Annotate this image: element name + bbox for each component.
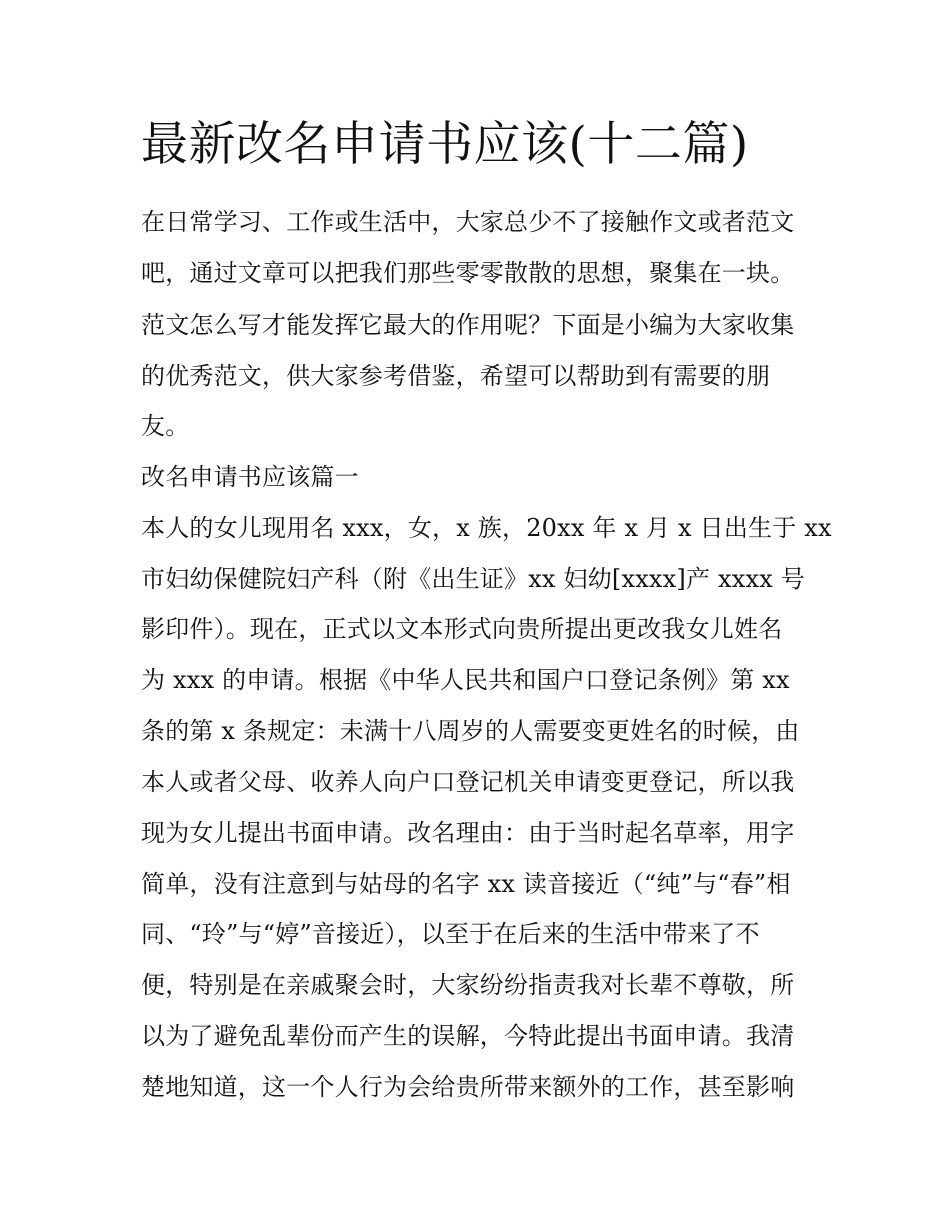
body-line: 在日常学习、工作或生活中，大家总少不了接触作文或者范文 [141, 208, 795, 236]
body-line: 便，特别是在亲戚聚会时，大家纷纷指责我对长辈不尊敬，所 [141, 971, 795, 999]
body-line: 本人的女儿现用名 xxx，女，x 族，20xx 年 x 月 x 日出生于 xx [141, 514, 832, 542]
body-line: 现为女儿提出书面申请。改名理由：由于当时起名草率，用字 [141, 819, 795, 847]
body-line: 的优秀范文，供大家参考借鉴，希望可以帮助到有需要的朋 [141, 362, 771, 390]
body-line: 吧，通过文章可以把我们那些零零散散的思想，聚集在一块。 [141, 259, 795, 287]
body-line: 市妇幼保健院妇产科（附《出生证》xx 妇幼[xxxx]产 xxxx 号 [141, 565, 805, 593]
body-line: 为 xxx 的申请。根据《中华人民共和国户口登记条例》第 xx [141, 666, 790, 694]
section-heading: 改名申请书应该篇一 [141, 463, 359, 491]
document-title: 最新改名申请书应该(十二篇) [141, 117, 749, 172]
body-line: 以为了避免乱辈份而产生的误解，今特此提出书面申请。我清 [141, 1022, 795, 1050]
body-line: 友。 [141, 412, 190, 440]
body-line: 楚地知道，这一个人行为会给贵所带来额外的工作，甚至影响 [141, 1073, 795, 1101]
body-line: 本人或者父母、收养人向户口登记机关申请变更登记，所以我 [141, 768, 795, 796]
body-line: 同、“玲”与“婷”音接近），以至于在后来的生活中带来了不 [141, 920, 760, 948]
body-line: 范文怎么写才能发挥它最大的作用呢？下面是小编为大家收集 [141, 311, 795, 339]
body-line: 影印件）。现在，正式以文本形式向贵所提出更改我女儿姓名 [141, 615, 783, 643]
body-line: 条的第 x 条规定：未满十八周岁的人需要变更姓名的时候，由 [141, 717, 800, 745]
body-line: 简单，没有注意到与姑母的名字 xx 读音接近（“纯”与“春”相 [141, 870, 791, 898]
